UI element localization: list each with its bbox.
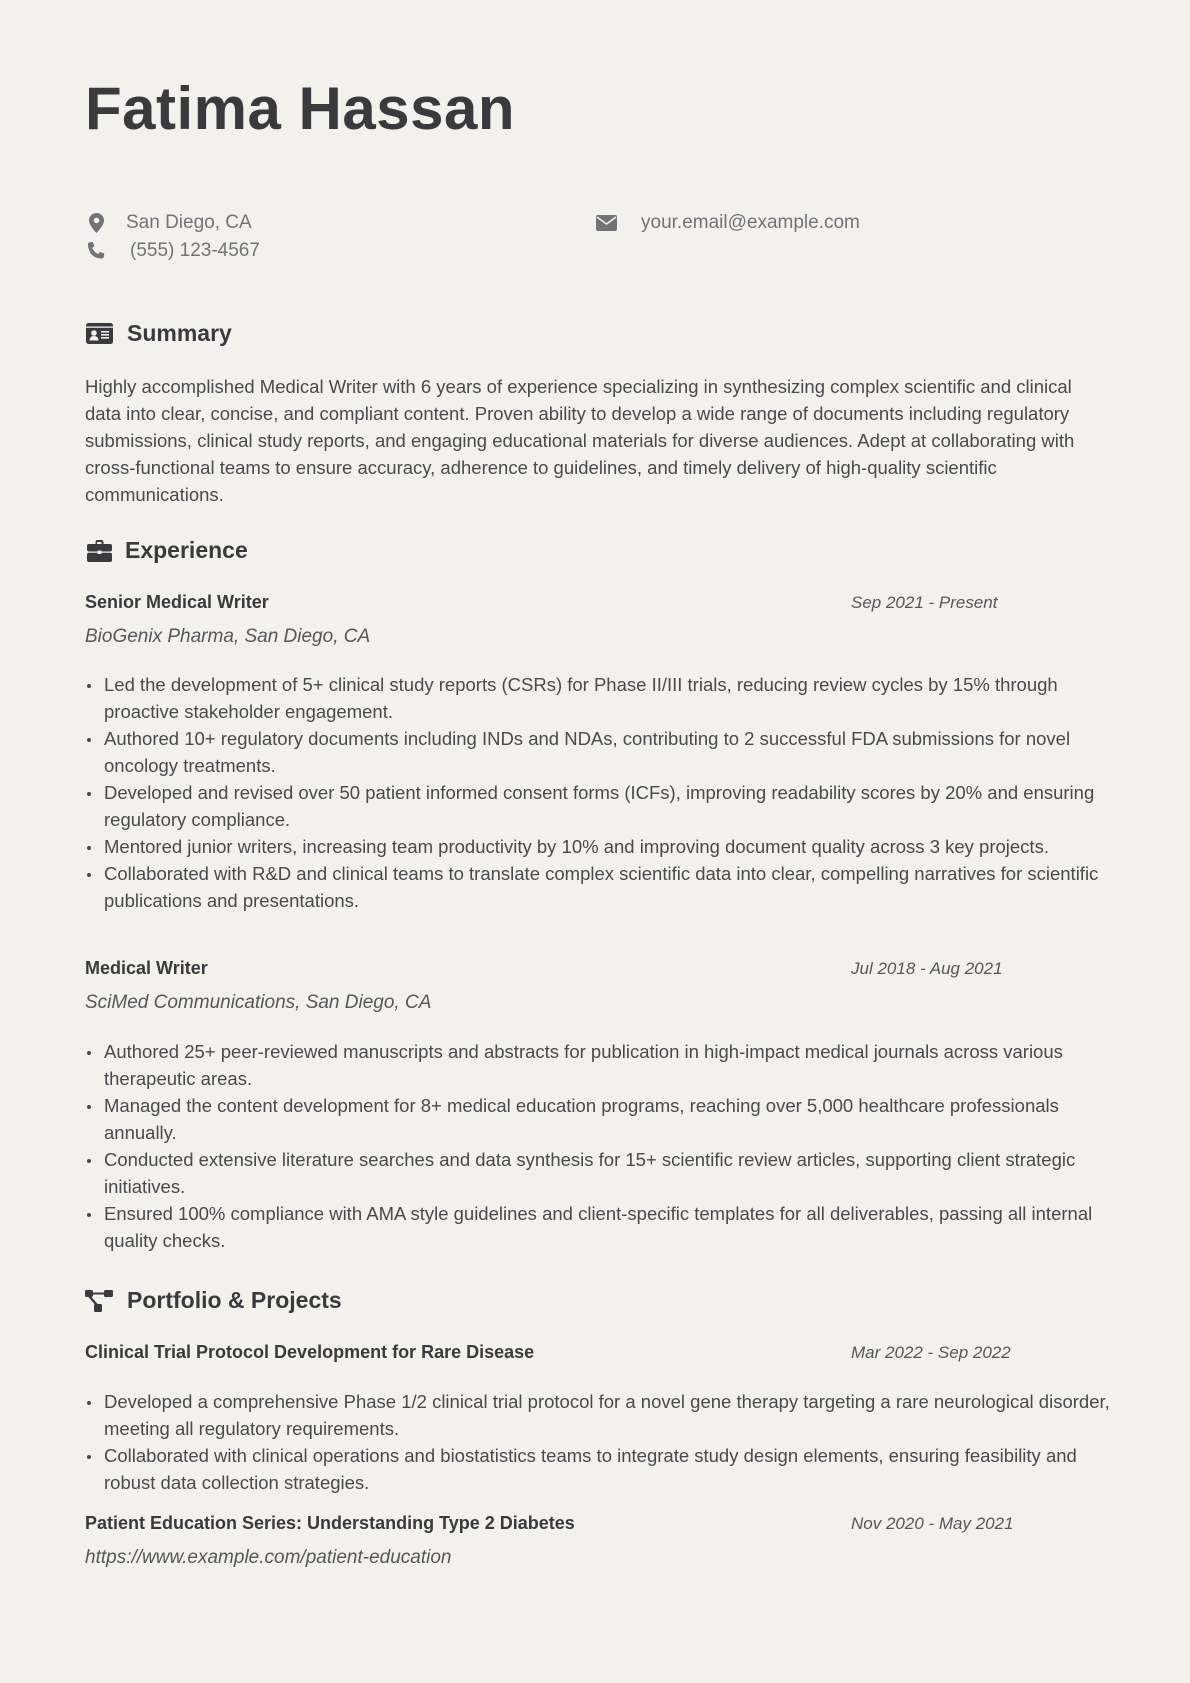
job-bullets (85, 1038, 1110, 1254)
job-organization: BioGenix Pharma, San Diego, CA (85, 626, 371, 647)
contact-location (85, 212, 252, 234)
bullet-item: Ensured 100% compliance with AMA style guidelines and client-specific templates for all deliverables, passing all internal quality checks. (85, 1200, 1110, 1254)
bullet-item: Managed the content development for 8+ medical education programs, reaching over 5,000 healthcare professionals annually. (85, 1092, 1110, 1146)
project-title: Clinical Trial Protocol Development for Rare Disease (85, 1342, 535, 1362)
location-text: San Diego, CA (126, 212, 252, 233)
job-dates: Sep 2021 - Present (851, 593, 998, 612)
project-diagram-icon (85, 1289, 113, 1313)
envelope-icon (595, 212, 617, 234)
project-title: Patient Education Series: Understanding Type 2 Diabetes (85, 1513, 575, 1533)
section-projects-heading (85, 1287, 342, 1314)
briefcase-icon (85, 539, 113, 563)
bullet-item: Collaborated with clinical operations and biostatistics teams to integrate study design elements, ensuring feasibility and robust data collection strategies. (85, 1442, 1110, 1496)
bullet-item: Authored 25+ peer-reviewed manuscripts and abstracts for publication in high-impact medical journals across various therapeutic areas. (85, 1038, 1110, 1092)
job-title: Senior Medical Writer (85, 592, 269, 612)
id-card-icon (85, 322, 113, 346)
candidate-name: Fatima Hassan (85, 75, 516, 142)
project-dates: Nov 2020 - May 2021 (851, 1514, 1014, 1533)
phone-icon (85, 240, 107, 262)
bullet-item: Led the development of 5+ clinical study reports (CSRs) for Phase II/III trials, reducing review cycles by 15% through proactive stakeholder engagement. (85, 671, 1110, 725)
job-title: Medical Writer (85, 958, 208, 978)
bullet-item: Conducted extensive literature searches and data synthesis for 15+ scientific review articles, supporting client strategic initiatives. (85, 1146, 1110, 1200)
email-text[interactable]: your.email@example.com (641, 212, 860, 233)
job-bullets (85, 671, 1110, 914)
bullet-item: Mentored junior writers, increasing team productivity by 10% and improving document quality across 3 key projects. (85, 833, 1110, 860)
section-summary-heading (85, 320, 232, 347)
summary-paragraph: Highly accomplished Medical Writer with 6 years of experience specializing in synthesizing complex scientific and clinical data into clear, concise, and compliant content. Proven ability to develop a wide range of documents including regulatory submissions, clinical study reports, and engaging educational materials for diverse audiences. Adept at collaborating with cross-functional teams to ensure accuracy, adherence to guidelines, and timely delivery of high-quality scientific communications. (85, 376, 1075, 505)
contact-email (595, 212, 860, 234)
section-experience-heading (85, 537, 248, 564)
experience-heading-text: Experience (125, 537, 248, 563)
job-dates: Jul 2018 - Aug 2021 (851, 959, 1003, 978)
bullet-item: Developed and revised over 50 patient informed consent forms (ICFs), improving readability scores by 20% and ensuring regulatory compliance. (85, 779, 1110, 833)
bullet-item: Developed a comprehensive Phase 1/2 clinical trial protocol for a novel gene therapy targeting a rare neurological disorder, meeting all regulatory requirements. (85, 1388, 1110, 1442)
summary-heading-text: Summary (127, 320, 232, 346)
phone-text[interactable]: (555) 123-4567 (130, 240, 260, 261)
map-marker-icon (85, 212, 107, 234)
projects-heading-text: Portfolio & Projects (127, 1287, 342, 1313)
bullet-item: Collaborated with R&D and clinical teams to translate complex scientific data into clear, compelling narratives for scientific publications and presentations. (85, 860, 1110, 914)
job-organization: SciMed Communications, San Diego, CA (85, 992, 432, 1013)
project-dates: Mar 2022 - Sep 2022 (851, 1343, 1011, 1362)
contact-phone (85, 240, 260, 262)
project-bullets (85, 1388, 1110, 1496)
project-link[interactable]: https://www.example.com/patient-education (85, 1547, 452, 1568)
bullet-item: Authored 10+ regulatory documents including INDs and NDAs, contributing to 2 successful FDA submissions for novel oncology treatments. (85, 725, 1110, 779)
